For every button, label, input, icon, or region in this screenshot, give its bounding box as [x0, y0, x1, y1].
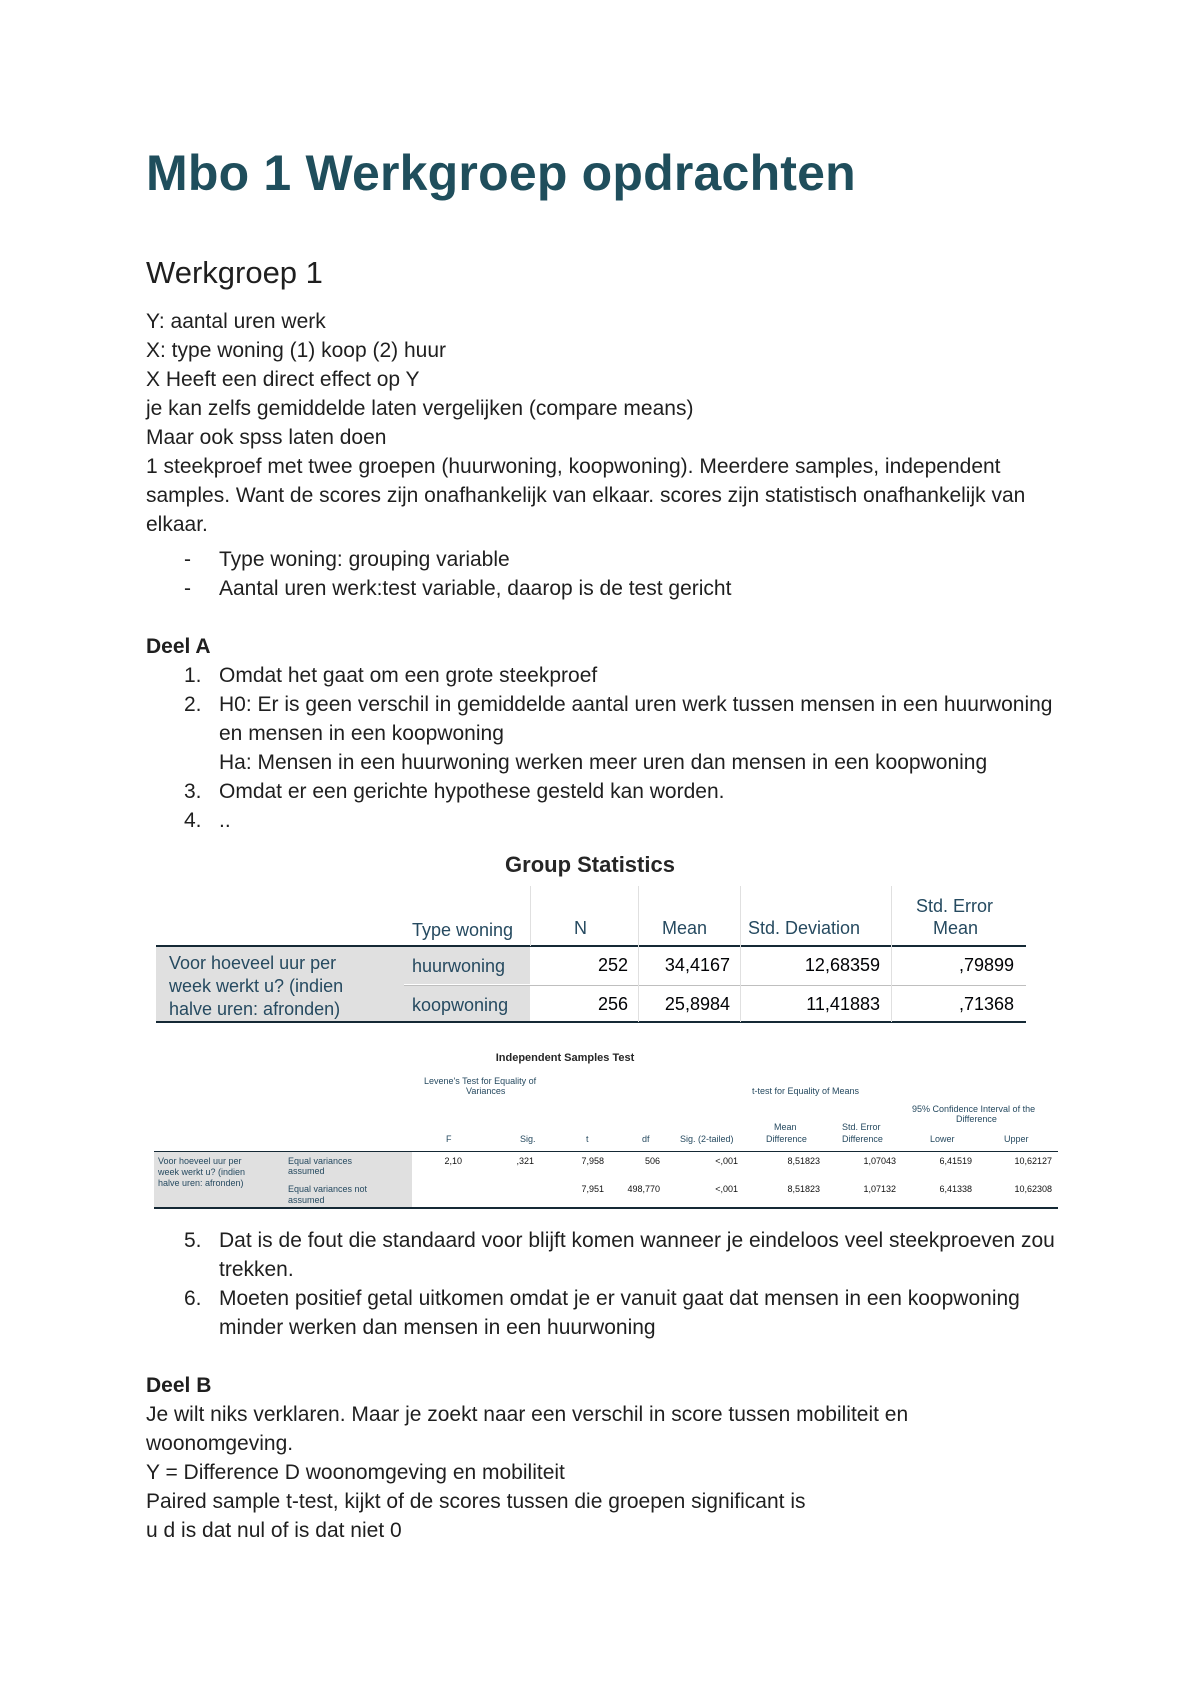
row-divider: [404, 985, 1026, 986]
group-statistics-title: Group Statistics: [505, 852, 675, 877]
levene-header: Levene's Test for Equality of: [424, 1076, 537, 1086]
deel-b-heading: Deel B: [146, 1374, 212, 1397]
intro-line: je kan zelfs gemiddelde laten vergelijken (compare means): [146, 397, 694, 420]
bullet-marker: -: [184, 548, 191, 571]
col-divider: [891, 886, 892, 1022]
list-number: 1.: [184, 664, 202, 687]
upper-value: 10,62308: [1014, 1184, 1052, 1194]
upper-value: 10,62127: [1014, 1156, 1052, 1166]
row-label: Voor hoeveel uur per: [158, 1156, 242, 1166]
mean-value: 25,8984: [664, 994, 730, 1014]
bottom-rule: [154, 1207, 1058, 1209]
col-divider: [530, 886, 531, 946]
group-label: koopwoning: [412, 995, 509, 1015]
list-number: 4.: [184, 809, 202, 832]
header-rule: [154, 1151, 1058, 1152]
assumption-label: Equal variances not: [288, 1184, 368, 1194]
list-item: Ha: Mensen in een huurwoning werken meer uren dan mensen in een koopwoning: [219, 751, 988, 774]
bullet-item: Type woning: grouping variable: [219, 548, 510, 571]
df-value: 506: [644, 1156, 660, 1166]
independent-samples-table: [154, 1074, 1058, 1208]
header-sd: Std. Deviation: [748, 918, 861, 938]
intro-line: X: type woning (1) koop (2) huur: [146, 339, 446, 362]
deel-b-line: Paired sample t-test, kijkt of de scores tussen die groepen significant is: [146, 1490, 806, 1513]
list-item: Dat is de fout die standaard voor blijft komen wanneer je eindeloos veel steekproeven zou trekken.: [219, 1229, 1055, 1281]
assumption-label: assumed: [288, 1166, 325, 1176]
intro-paragraph: 1 steekproef met twee groepen (huurwoning, koopwoning). Meerdere samples, independent samples. Want de scores zijn onafhankelijk van elkaar. scores zijn statistisch onafhankelijk van elkaar.: [146, 455, 1026, 536]
list-number: 2.: [184, 693, 202, 716]
header-se: Mean: [933, 918, 979, 938]
list-item: Moeten positief getal uitkomen omdat je er vanuit gaat dat mensen in een koopwoning minder werken dan mensen in een huurwoning: [219, 1287, 1020, 1339]
sig2-value: <,001: [715, 1156, 738, 1166]
row-label: Voor hoeveel uur per: [169, 953, 337, 973]
ttest-header: t-test for Equality of Means: [752, 1086, 860, 1096]
col-header: Lower: [930, 1134, 955, 1144]
se-value: ,71368: [958, 994, 1014, 1014]
list-item: Omdat er een gerichte hypothese gesteld kan worden.: [219, 780, 725, 803]
se-diff-value: 1,07132: [863, 1184, 896, 1194]
bullet-item: Aantal uren werk:test variable, daarop is de test gericht: [219, 577, 732, 600]
deel-b-paragraph: Je wilt niks verklaren. Maar je zoekt naar een verschil in score tussen mobiliteit en woonomgeving.: [146, 1403, 909, 1455]
col-header: Difference: [842, 1134, 883, 1144]
row-label: week werkt u? (indien: [158, 1167, 246, 1177]
row-label: halve uren: afronden): [158, 1178, 244, 1188]
col-header: Sig.: [520, 1134, 536, 1144]
sig-value: ,321: [516, 1156, 534, 1166]
bullet-marker: -: [184, 577, 191, 600]
deel-a-heading: Deel A: [146, 635, 211, 658]
mean-diff-value: 8,51823: [787, 1184, 820, 1194]
lower-value: 6,41338: [939, 1184, 972, 1194]
lower-value: 6,41519: [939, 1156, 972, 1166]
col-header: F: [446, 1134, 452, 1144]
sd-value: 12,68359: [804, 955, 880, 975]
deel-b-line: Y = Difference D woonomgeving en mobiliteit: [146, 1461, 565, 1484]
row-label: week werkt u? (indien: [169, 976, 344, 996]
col-header: Std. Error: [842, 1122, 881, 1132]
col-header: Sig. (2-tailed): [680, 1134, 734, 1144]
assumption-label: Equal variances: [288, 1156, 353, 1166]
df-value: 498,770: [627, 1184, 660, 1194]
n-value: 256: [597, 994, 628, 1014]
intro-line: Maar ook spss laten doen: [146, 426, 387, 449]
col-header: Mean: [774, 1122, 797, 1132]
ci-header: Difference: [956, 1114, 997, 1124]
col-header: Difference: [766, 1134, 807, 1144]
intro-line: X Heeft een direct effect op Y: [146, 368, 420, 391]
f-value: 2,10: [444, 1156, 462, 1166]
sig2-value: <,001: [715, 1184, 738, 1194]
list-number: 6.: [184, 1287, 202, 1310]
list-item: Omdat het gaat om een grote steekproef: [219, 664, 598, 687]
sd-value: 11,41883: [806, 994, 880, 1014]
intro-line: Y: aantal uren werk: [146, 310, 326, 333]
col-divider: [740, 886, 741, 1022]
group-statistics-table: [156, 886, 1026, 1022]
header-se: Std. Error: [916, 896, 994, 916]
levene-header: Variances: [466, 1086, 506, 1096]
t-value: 7,951: [581, 1184, 604, 1194]
mean-diff-value: 8,51823: [787, 1156, 820, 1166]
header-n: N: [574, 918, 587, 938]
assumption-label: assumed: [288, 1195, 325, 1205]
mean-value: 34,4167: [664, 955, 730, 975]
col-divider: [638, 886, 639, 1022]
page-title: Mbo 1 Werkgroep opdrachten: [146, 145, 856, 201]
col-header: Upper: [1004, 1134, 1029, 1144]
bottom-rule: [156, 1021, 1026, 1023]
ci-header: 95% Confidence Interval of the: [912, 1104, 1036, 1114]
row-label: halve uren: afronden): [169, 999, 341, 1019]
se-value: ,79899: [958, 955, 1014, 975]
section-heading: Werkgroep 1: [146, 255, 323, 290]
list-item: ..: [219, 809, 231, 832]
col-header: t: [586, 1134, 589, 1144]
t-value: 7,958: [581, 1156, 604, 1166]
deel-b-line: u d is dat nul of is dat niet 0: [146, 1519, 402, 1542]
list-item: H0: Er is geen verschil in gemiddelde aantal uren werk tussen mensen in een huurwoning en mensen in een koopwoning: [219, 693, 1053, 745]
list-number: 5.: [184, 1229, 202, 1252]
list-number: 3.: [184, 780, 202, 803]
header-type: Type woning: [412, 920, 514, 940]
n-value: 252: [597, 955, 628, 975]
se-diff-value: 1,07043: [863, 1156, 896, 1166]
header-rule: [156, 945, 1026, 947]
col-header: df: [642, 1134, 650, 1144]
header-mean: Mean: [662, 918, 708, 938]
row-divider-shade: [404, 984, 530, 985]
independent-samples-title: Independent Samples Test: [495, 1052, 635, 1064]
group-label: huurwoning: [412, 956, 506, 976]
